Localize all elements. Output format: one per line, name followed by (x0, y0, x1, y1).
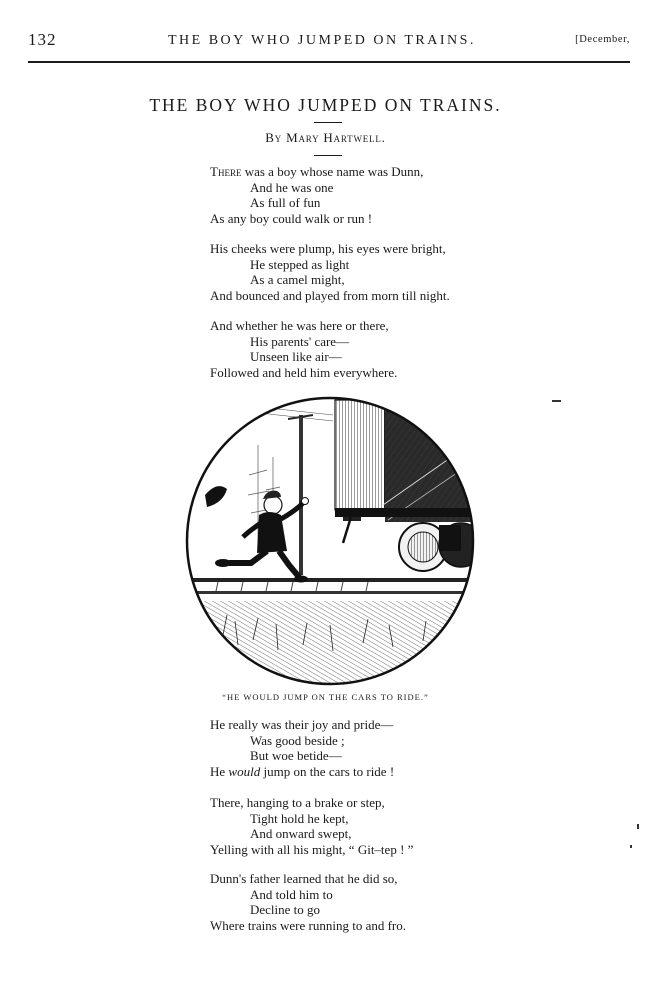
poem-line: Dunn's father learned that he did so, (210, 871, 398, 886)
poem-line: As any boy could walk or run ! (210, 211, 373, 227)
rail (183, 578, 477, 582)
header-rule (28, 61, 630, 63)
byline: By Mary Hartwell. (265, 130, 386, 145)
stanza-3 (210, 318, 397, 381)
poem-line: Tight hold he kept, (250, 810, 349, 826)
poem-line (210, 764, 394, 780)
poem-line: He really was their joy and pride— (210, 717, 394, 732)
poem-line: As a camel might, (250, 272, 345, 288)
illustration-caption: “HE WOULD JUMP ON THE CARS TO RIDE.” (222, 692, 429, 702)
emphasis-word: would (228, 764, 261, 780)
telegraph-pole (299, 415, 303, 575)
poem-line-rest: was a boy whose name was Dunn, (241, 164, 424, 179)
print-speck (637, 824, 639, 829)
stanza-1 (210, 164, 423, 227)
poem-line: And told him to (250, 886, 333, 902)
grass (183, 601, 477, 687)
print-speck (552, 400, 561, 402)
stanza-5 (210, 795, 413, 858)
poem-line: Was good beside ; (250, 732, 345, 748)
poem-line: And bounced and played from morn till night. (210, 288, 450, 304)
rail-car (335, 400, 385, 510)
poem-line: There, hanging to a brake or step, (210, 795, 385, 810)
poem-line: His cheeks were plump, his eyes were bright, (210, 241, 446, 256)
poem-line: As full of fun (250, 195, 321, 211)
poem-line (210, 164, 423, 180)
poem-line: And whether he was here or there, (210, 318, 389, 333)
stanza-2 (210, 241, 450, 304)
poem-line: Followed and held him everywhere. (210, 365, 398, 381)
poem-line-post: jump on the cars to ride ! (260, 764, 395, 780)
poem-line: And onward swept, (250, 826, 352, 842)
running-header (28, 30, 630, 52)
page-number: 132 (28, 30, 57, 49)
print-speck (630, 845, 632, 848)
poem-line: Unseen like air— (250, 349, 342, 365)
poem-line-pre: He (210, 764, 229, 780)
poem-line: Decline to go (250, 902, 321, 918)
byline-divider (314, 155, 342, 156)
poem-line: Where trains were running to and fro. (210, 918, 407, 934)
stanza-4 (210, 717, 394, 780)
poem-line: But woe betide— (250, 748, 342, 764)
poem-line: And he was one (250, 179, 334, 195)
poem-line: Yelling with all his might, “ Git–tep ! ” (210, 842, 414, 858)
poem-line: He stepped as light (250, 256, 350, 272)
stanza-6 (210, 871, 406, 934)
train-illustration (183, 395, 477, 687)
running-title: THE BOY WHO JUMPED ON TRAINS. (168, 33, 476, 48)
drop-word: There (210, 164, 242, 179)
poem-title: THE BOY WHO JUMPED ON TRAINS. (149, 95, 502, 115)
title-divider (314, 122, 342, 123)
running-month: [December, (575, 34, 630, 45)
poem-line: His parents' care— (250, 333, 350, 349)
